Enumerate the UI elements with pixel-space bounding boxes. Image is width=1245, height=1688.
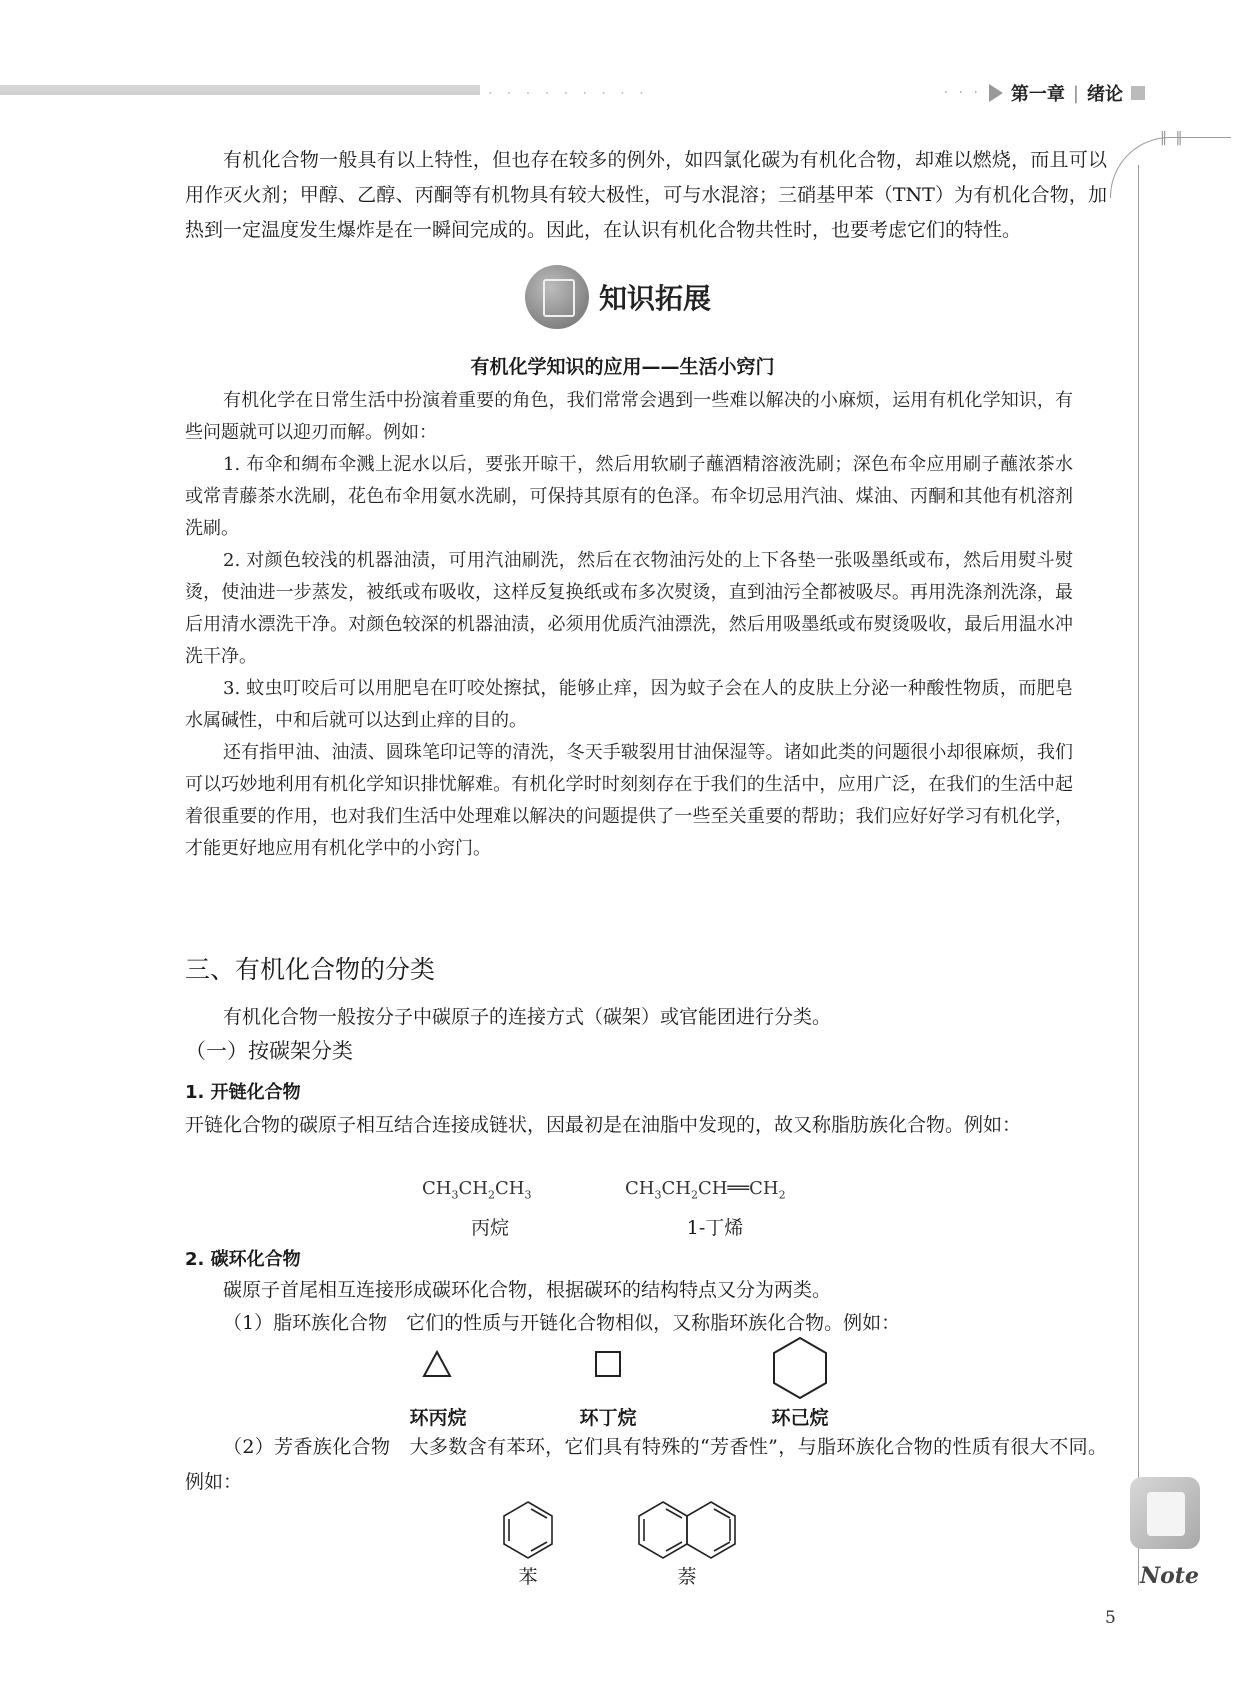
note-label: Note: [1140, 1563, 1199, 1589]
cyclopropane-ring: [424, 1352, 450, 1376]
naphthalene-ring: [639, 1502, 735, 1558]
butene-name: 1-丁烯: [686, 1217, 744, 1239]
propane-formula: $CH_3CH_2CH_3$: [422, 1178, 532, 1202]
extension-title: 有机化学知识的应用——生活小窍门: [470, 356, 775, 378]
benzene-name: 苯: [518, 1566, 538, 1588]
cyclobutane-name: 环丁烷: [579, 1407, 637, 1429]
propane-name: 丙烷: [470, 1217, 509, 1239]
section-intro: 有机化合物一般按分子中碳原子的连接方式（碳架）或官能团进行分类。: [223, 1006, 832, 1028]
alicyclic-text: （1）脂环族化合物 它们的性质与开链化合物相似，又称脂环族化合物。例如：: [223, 1312, 901, 1334]
cyclobutane-ring: [596, 1352, 620, 1376]
cyclohexane-name: 环己烷: [771, 1407, 829, 1429]
chapter-label: 第一章: [1010, 84, 1065, 105]
benzene-ring: [504, 1502, 552, 1558]
open-chain-text: 开链化合物的碳原子相互结合连接成链状，因最初是在油脂中发现的，故又称脂肪族化合物。例如：: [185, 1114, 1022, 1136]
extension-paragraph-1: 有机化学在日常生活中扮演着重要的角色，我们常常会遇到一些难以解决的小麻烦，运用有机化学知识，有些问题就可以迎刃而解。例如：: [185, 390, 1073, 443]
intro-paragraph: 有机化合物一般具有以上特性，但也存在较多的例外，如四氯化碳为有机化合物，却难以燃烧，而且可以用作灭火剂；甲醇、乙醇、丙酮等有机物具有较大极性，可与水混溶；三硝基甲苯（TNT）为有机化合物，加热到一定温度发生爆炸是在一瞬间完成的。因此，在认识有机化合物共性时，也要考虑它们的特性。: [185, 149, 1107, 241]
open-chain-heading: 1. 开链化合物: [185, 1082, 301, 1103]
cyclohexane-ring: [774, 1338, 826, 1398]
extension-paragraph-3: 2. 对颜色较浅的机器油渍，可用汽油刷洗，然后在衣物油污处的上下各垫一张吸墨纸或布，然后用熨斗熨烫，使油进一步蒸发，被纸或布吸收，这样反复换纸或布多次熨烫，直到油污全都被吸尽。再用洗涤剂洗涤，最后用清水漂洗干净。对颜色较深的机器油渍，必须用优质汽油漂洗，然后用吸墨纸或布熨烫吸收，最后用温水冲洗干净。: [185, 550, 1073, 667]
butene-formula: $CH_3CH_2CH══CH_2$: [625, 1178, 786, 1202]
section-label: 绪论: [1087, 84, 1123, 105]
subsection-heading: （一）按碳架分类: [185, 1039, 353, 1063]
extension-paragraph-2: 1. 布伞和绸布伞溅上泥水以后，要张开晾干，然后用软刷子蘸酒精溶液洗刷；深色布伞应用刷子蘸浓茶水或常青藤茶水洗刷，花色布伞用氨水洗刷，可保持其原有的色泽。布伞切忌用汽油、煤油、丙酮和其他有机溶剂洗刷。: [185, 454, 1073, 539]
aromatic-text: （2）芳香族化合物 大多数含有苯环，它们具有特殊的“芳香性”，与脂环族化合物的性质有很大不同。例如：: [185, 1436, 1107, 1493]
header-dots-right: · · ·: [943, 85, 981, 101]
carbocyclic-heading: 2. 碳环化合物: [185, 1249, 301, 1270]
cyclopropane-name: 环丙烷: [409, 1407, 467, 1429]
extension-paragraph-4: 3. 蚊虫叮咬后可以用肥皂在叮咬处擦拭，能够止痒，因为蚊子会在人的皮肤上分泌一种酸性物质，而肥皂水属碱性，中和后就可以达到止痒的目的。: [185, 678, 1073, 731]
header-separator: |: [1072, 82, 1079, 104]
naphthalene-name: 萘: [677, 1566, 697, 1588]
extension-paragraph-5: 还有指甲油、油渍、圆珠笔印记等的清洗，冬天手皲裂用甘油保湿等。诸如此类的问题很小却很麻烦，我们可以巧妙地利用有机化学知识排忧解难。有机化学时时刻刻存在于我们的生活中，应用广泛，在我们的生活中起着很重要的作用，也对我们生活中处理难以解决的问题提供了一些至关重要的帮助；我们应好好学习有机化学，才能更好地应用有机化学中的小窍门。: [185, 742, 1073, 859]
margin-ticks: ‖ ‖: [1160, 130, 1185, 146]
header-dots: · · · · · · · · ·: [488, 86, 649, 102]
knowledge-extension-label: 知识拓展: [599, 282, 712, 315]
carbocyclic-text: 碳原子首尾相互连接形成碳环化合物，根据碳环的结构特点又分为两类。: [223, 1279, 832, 1301]
section-heading: 三、有机化合物的分类: [185, 955, 436, 984]
page-number: 5: [1105, 1608, 1116, 1628]
